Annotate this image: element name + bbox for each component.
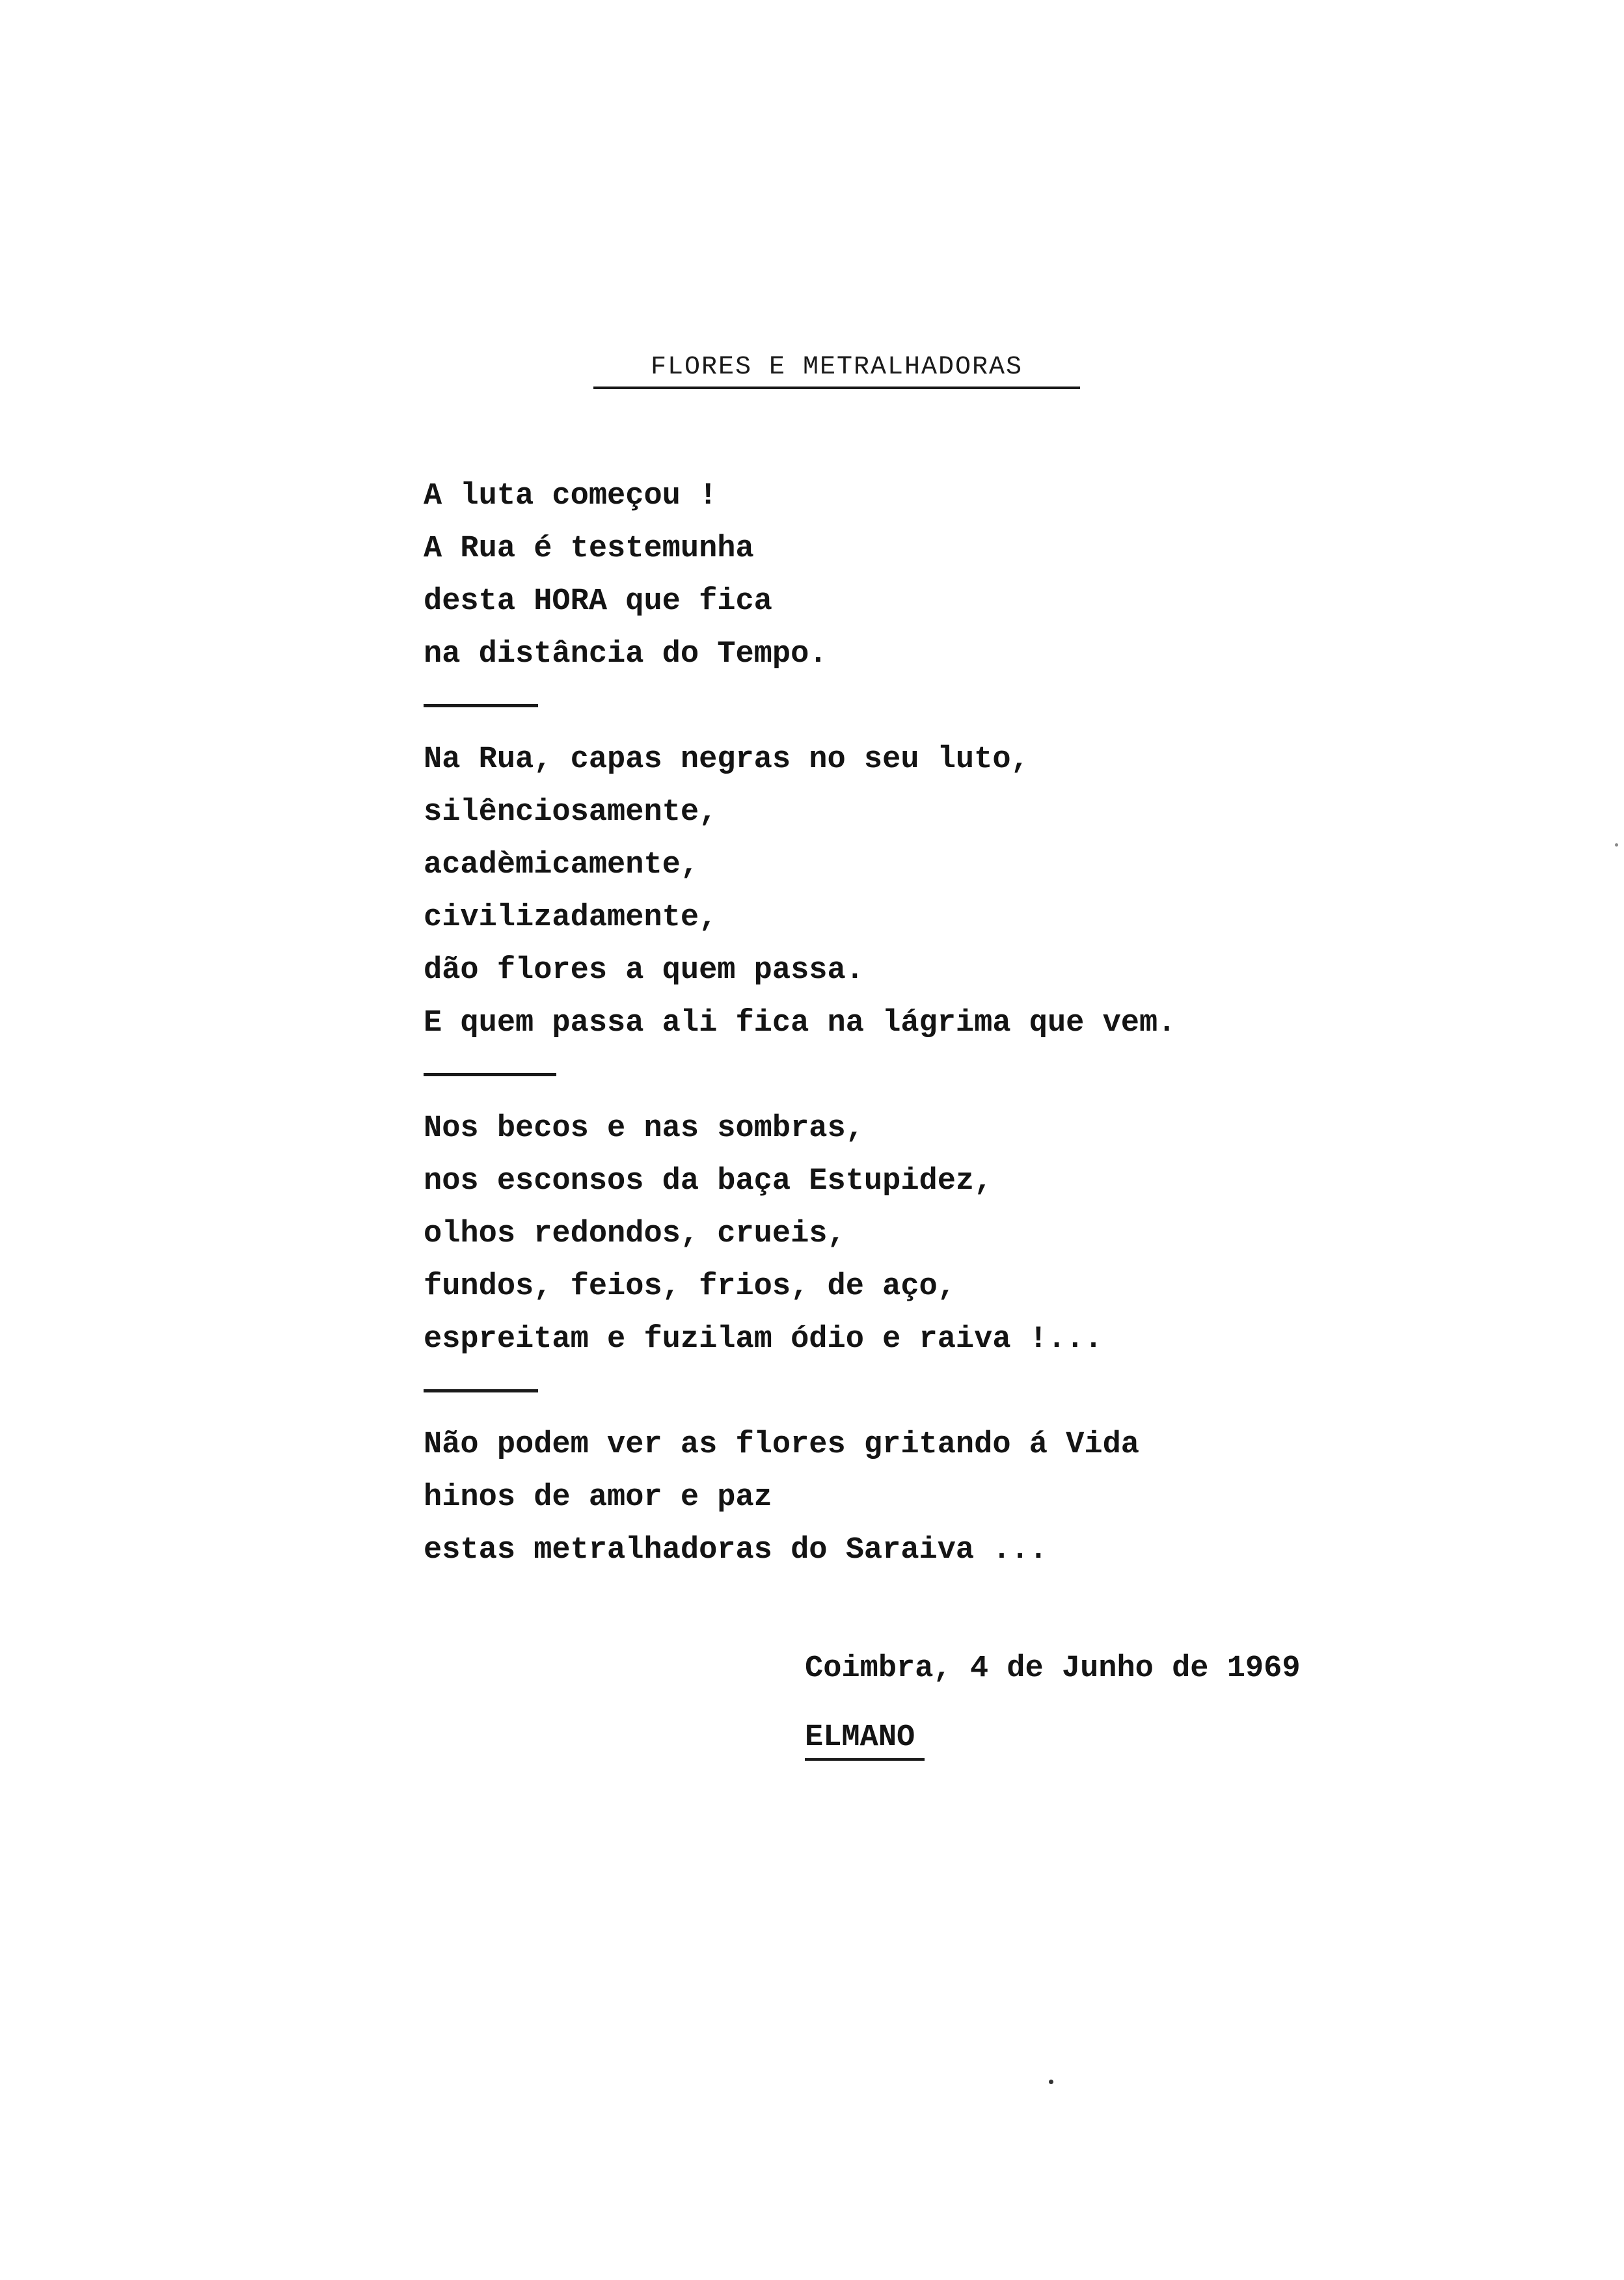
poem-body <box>424 470 1400 1577</box>
poem-line: acadèmicamente, <box>424 848 699 882</box>
poem-line: E quem passa ali fica na lágrima que vem. <box>424 1006 1176 1040</box>
author-underline <box>805 1758 925 1761</box>
poem-line: A luta começou ! <box>424 479 718 513</box>
paper-speck <box>1049 2080 1053 2084</box>
poem-line: A Rua é testemunha <box>424 532 754 566</box>
poem-line: Na Rua, capas negras no seu luto, <box>424 742 1029 777</box>
separator-dash-rule <box>424 1389 538 1392</box>
stanza-separator <box>424 681 1400 733</box>
poem-title-block <box>593 351 1080 384</box>
poem-line: fundos, feios, frios, de aço, <box>424 1269 956 1304</box>
poem-line: hinos de amor e paz <box>424 1480 772 1515</box>
poem-line: Nos becos e nas sombras, <box>424 1111 864 1146</box>
poem-line: olhos redondos, crueis, <box>424 1217 846 1251</box>
poem-title: FLORES E METRALHADORAS <box>650 353 1023 382</box>
poem-line: na distância do Tempo. <box>424 637 828 672</box>
place-date: Coimbra, 4 de Junho de 1969 <box>805 1651 1301 1686</box>
poem-line: silênciosamente, <box>424 795 718 830</box>
poem-line: civilizadamente, <box>424 901 718 935</box>
separator-dash-rule <box>424 704 538 707</box>
poem-line: dão flores a quem passa. <box>424 953 864 988</box>
poem-line: desta HORA que fica <box>424 584 772 619</box>
separator-dash-rule <box>424 1073 556 1076</box>
title-underline <box>593 387 1080 389</box>
author-signature: ELMANO <box>805 1720 915 1755</box>
poem-line: Não podem ver as flores gritando á Vida <box>424 1428 1139 1462</box>
stanza-separator <box>424 1050 1400 1102</box>
poem-line: estas metralhadoras do Saraiva ... <box>424 1533 1048 1568</box>
paper-speck <box>1615 843 1618 847</box>
poem-line: nos esconsos da baça Estupidez, <box>424 1164 993 1199</box>
stanza-separator <box>424 1366 1400 1418</box>
poem-line: espreitam e fuzilam ódio e raiva !... <box>424 1322 1103 1357</box>
